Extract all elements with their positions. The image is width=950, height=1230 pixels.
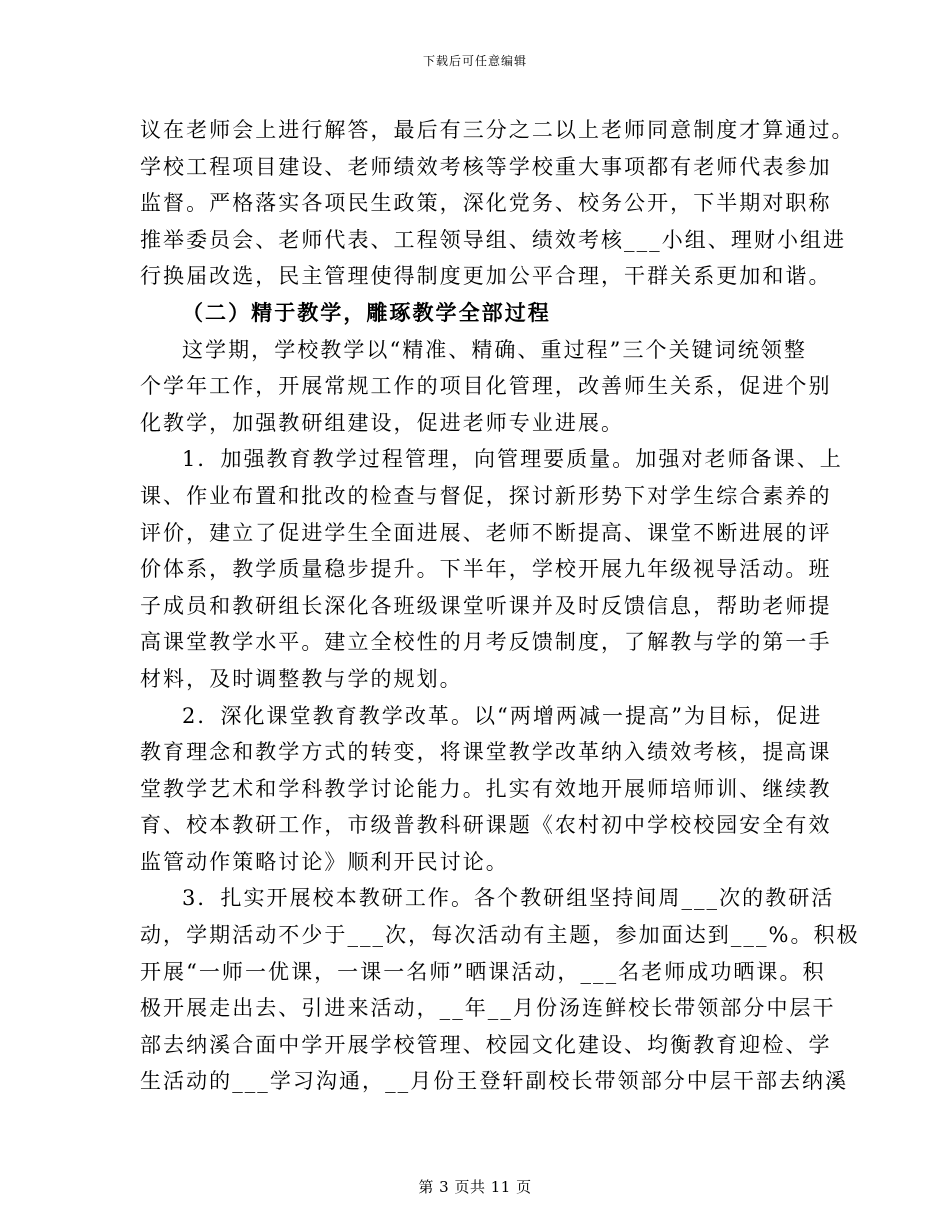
paragraph-first-line: 2．深化课堂教育教学改革。以“两增两减一提高”为目标，促进 (182, 703, 823, 728)
text-line: 课、作业布置和批改的检查与督促，探讨新形势下对学生综合素养的 (140, 483, 832, 508)
page-footer: 第 3 页共 11 页 (418, 1178, 532, 1196)
paragraph-first-line: 1．加强教育教学过程管理，向管理要质量。加强对老师备课、上 (182, 447, 843, 472)
text-line: 材料，及时调整教与学的规划。 (140, 666, 463, 691)
text-line: 动，学期活动不少于___次，每次活动有主题，参加面达到___%。积极 (140, 923, 860, 948)
document-body (140, 112, 860, 1100)
text-line: 子成员和教研组长深化各班级课堂听课并及时反馈信息，帮助老师提 (140, 593, 832, 618)
page-header: 下载后可任意编辑 (422, 54, 527, 68)
text-line: 评价，建立了促进学生全面进展、老师不断提高、课堂不断进展的评 (140, 520, 832, 545)
text-line: 推举委员会、老师代表、工程领导组、绩效考核___小组、理财小组进 (140, 227, 847, 252)
text-line: 价体系，教学质量稳步提升。下半年，学校开展九年级视导活动。班 (140, 557, 832, 582)
section-heading: （二）精于教学，雕琢教学全部过程 (182, 299, 551, 325)
text-line: 议在老师会上进行解答，最后有三分之二以上老师同意制度才算通过。 (140, 118, 855, 142)
text-line: 学校工程项目建设、老师绩效考核等学校重大事项都有老师代表参加 (140, 154, 832, 179)
text-line: 开展“一师一优课，一课一名师”晒课活动，___名老师成功晒课。积 (140, 959, 826, 984)
text-line: 高课堂教学水平。建立全校性的月考反馈制度，了解教与学的第一手 (140, 630, 832, 655)
text-line: 监管动作策略讨论》顺利开民讨论。 (140, 849, 509, 874)
paragraph-first-line: 这学期，学校教学以“精准、精确、重过程”三个关键词统领整 (182, 337, 807, 362)
text-line: 部去纳溪合面中学开展学校管理、校园文化建设、均衡教育迎检、学 (140, 1032, 832, 1057)
paragraph-first-line: 3．扎实开展校本教研工作。各个教研组坚持间周___次的教研活 (182, 886, 835, 911)
text-line: 监督。严格落实各项民生政策，深化党务、校务公开，下半期对职称 (140, 191, 832, 216)
text-line: 教育理念和教学方式的转变，将课堂教学改革纳入绩效考核，提高课 (140, 740, 832, 765)
text-line: 堂教学艺术和学科教学讨论能力。扎实有效地开展师培师训、继续教 (140, 776, 832, 801)
text-line: 生活动的___学习沟通，__月份王登轩副校长带领部分中层干部去纳溪 (140, 1069, 849, 1094)
text-line: 个学年工作，开展常规工作的项目化管理，改善师生关系，促进个别 (140, 374, 832, 399)
text-line: 育、校本教研工作，市级普教科研课题《农村初中学校校园安全有效 (140, 813, 832, 838)
text-line: 化教学，加强教研组建设，促进老师专业进展。 (140, 410, 625, 435)
text-line: 极开展走出去、引进来活动，__年__月份汤连鲜校长带领部分中层干 (140, 996, 836, 1021)
text-line: 行换届改选，民主管理使得制度更加公平合理，干群关系更加和谐。 (140, 264, 832, 289)
